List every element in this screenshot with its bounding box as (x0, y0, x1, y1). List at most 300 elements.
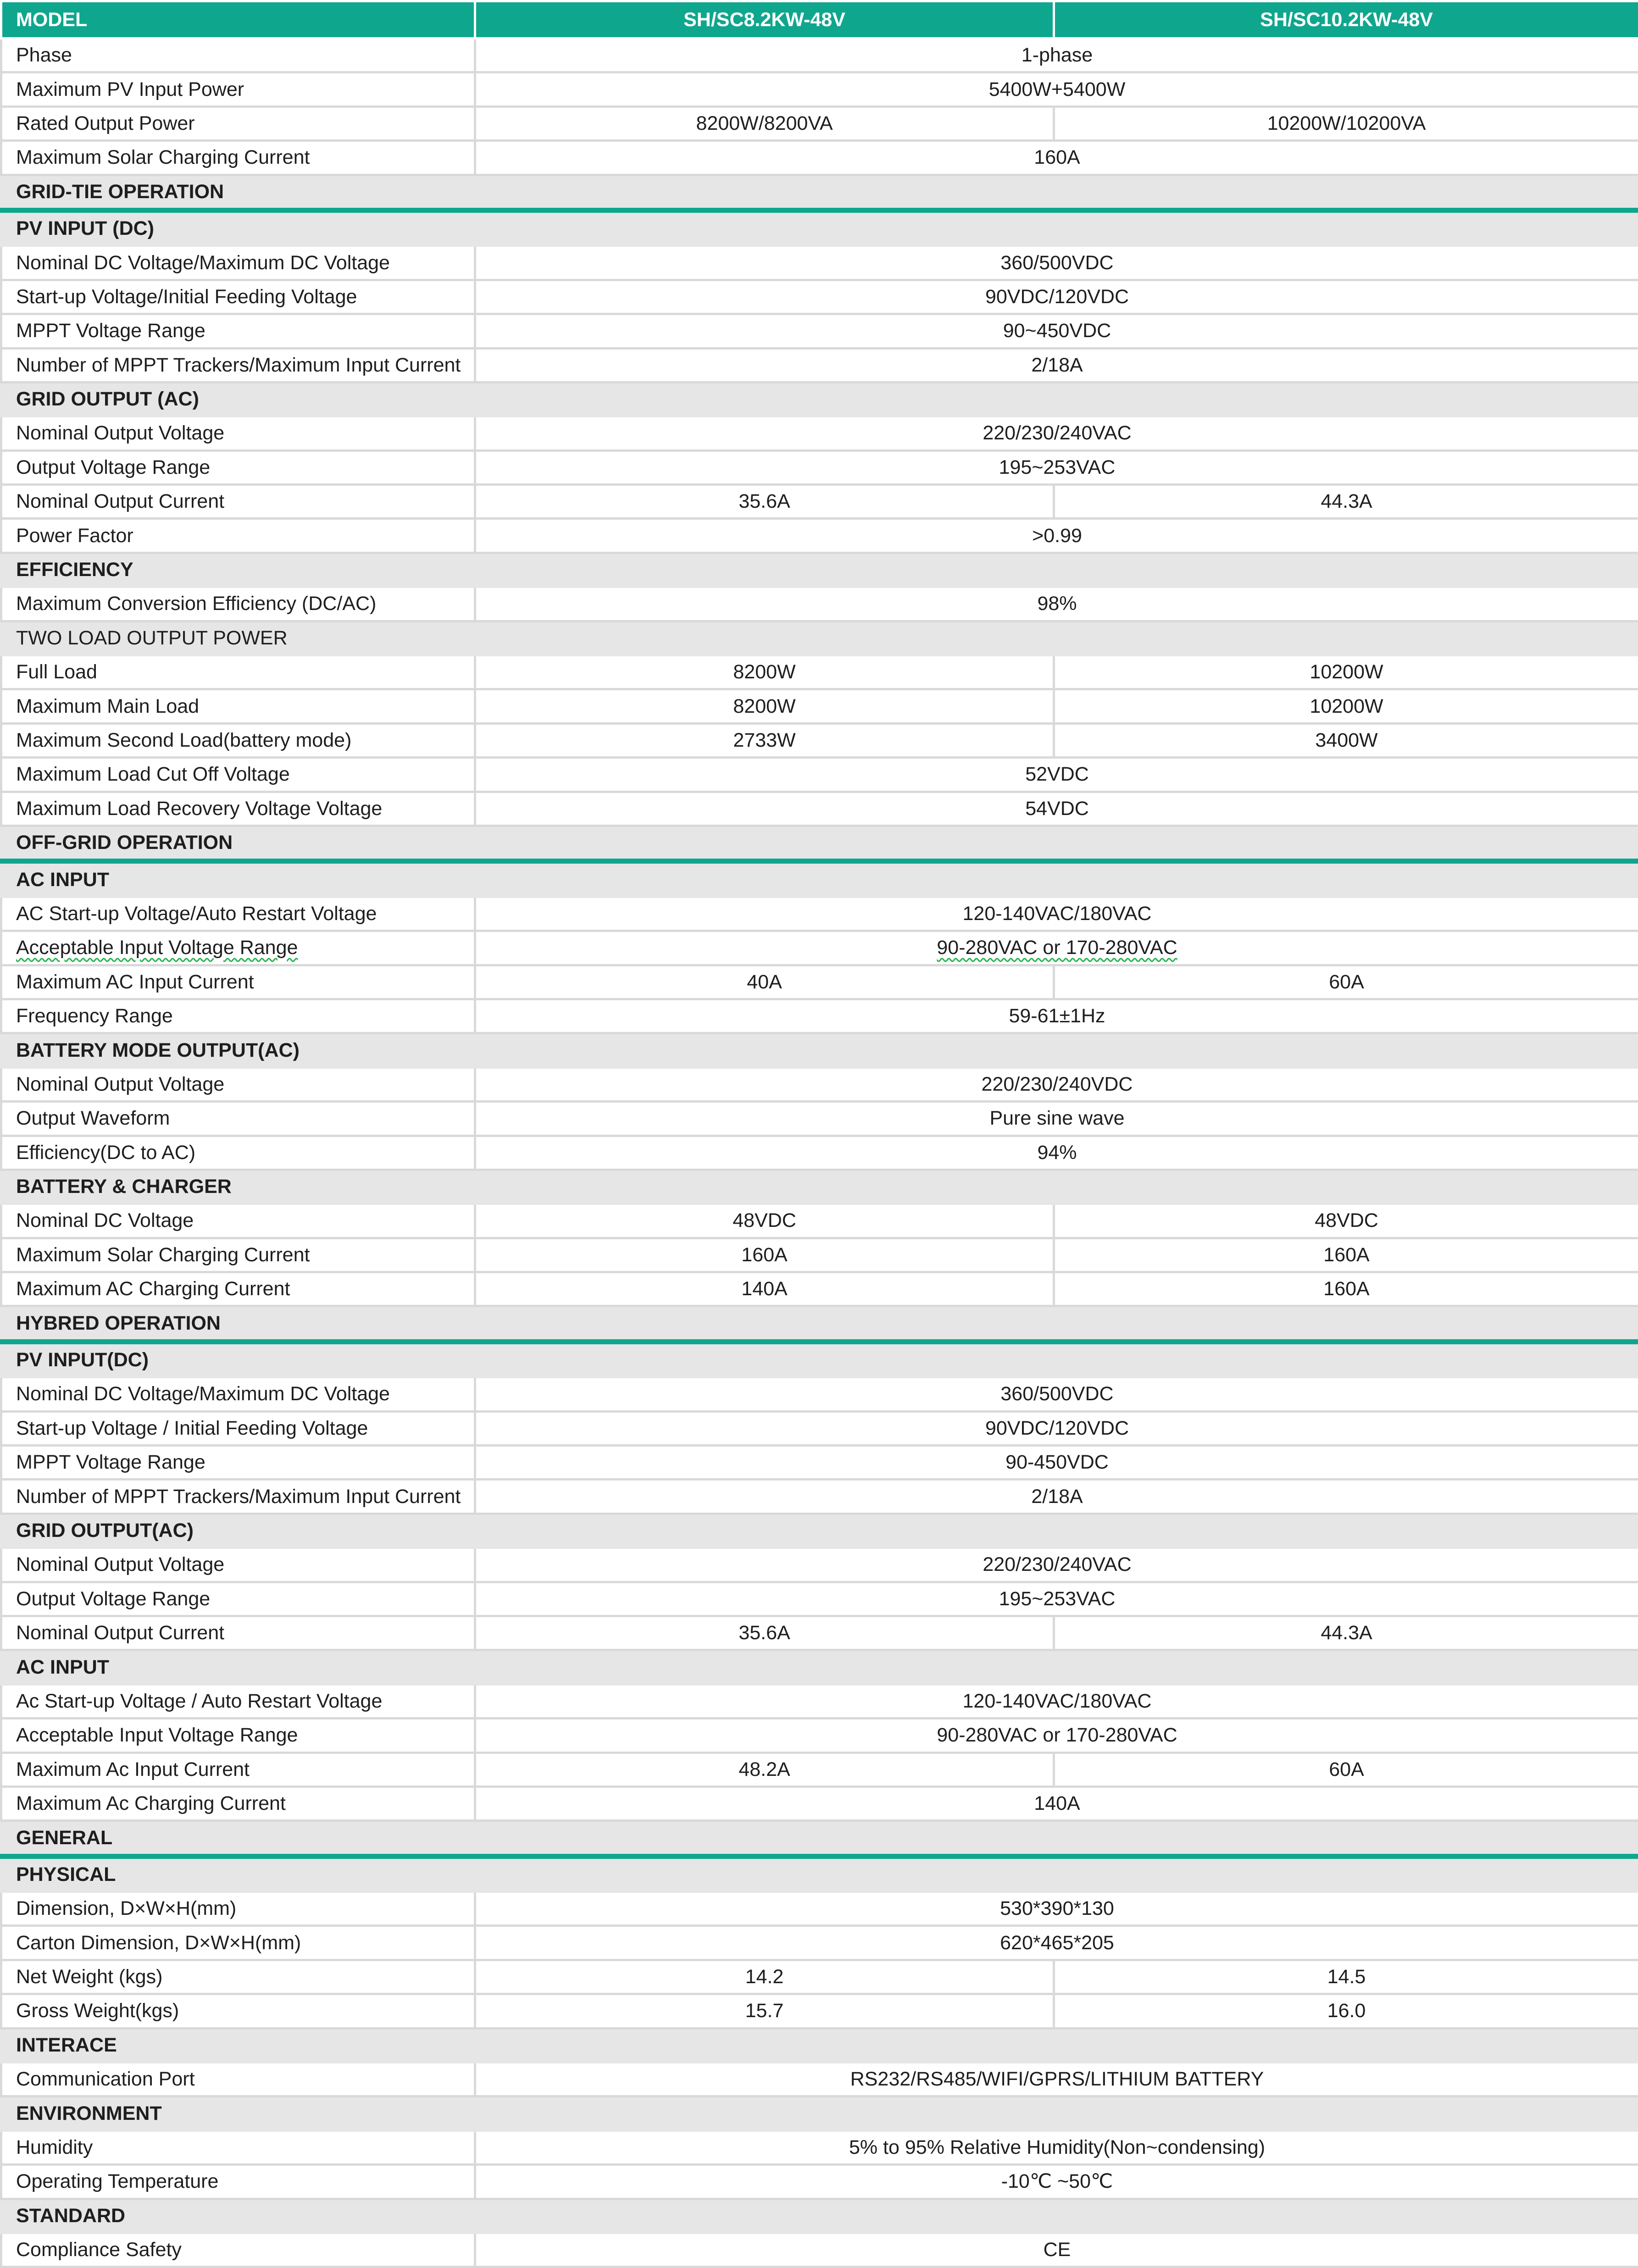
header-model-2: SH/SC10.2KW-48V (1054, 1, 1638, 39)
spec-label-text: Communication Port (16, 2068, 195, 2090)
spec-label (1, 1480, 475, 1514)
spec-row (1, 2233, 1638, 2267)
spec-value-text: 195~253VAC (999, 1588, 1116, 1610)
spec-label-text: Acceptable Input Voltage Range (16, 937, 298, 959)
spec-value-text: 48.2A (738, 1758, 790, 1780)
spec-row (1, 314, 1638, 348)
spec-value (475, 1582, 1638, 1616)
spec-value-text: 52VDC (1025, 763, 1089, 785)
spec-label-text: Output Voltage Range (16, 456, 210, 478)
spec-value (475, 1377, 1638, 1411)
spec-label-text: Nominal Output Voltage (16, 1073, 224, 1095)
spec-row (1, 1719, 1638, 1752)
spec-value-text: 15.7 (745, 2000, 784, 2022)
spec-value (475, 348, 1638, 382)
spec-row (1, 280, 1638, 314)
spec-value (475, 2063, 1638, 2096)
spec-value (475, 39, 1638, 72)
spec-value (475, 1238, 1054, 1272)
major-section-row (1, 175, 1638, 210)
spec-label (1, 1684, 475, 1718)
spec-label (1, 1786, 475, 1820)
spec-label-text: Maximum Main Load (16, 695, 199, 717)
section-title: AC INPUT (1, 1650, 1638, 1684)
section-title: AC INPUT (1, 861, 1638, 897)
spec-value-text: 5400W+5400W (989, 78, 1126, 100)
spec-label (1, 106, 475, 140)
spec-value (475, 1480, 1638, 1514)
spec-label-text: Gross Weight(kgs) (16, 2000, 179, 2022)
spec-label-text: Dimension, D×W×H(mm) (16, 1897, 236, 1919)
spec-label (1, 1892, 475, 1926)
spec-value-text: 220/230/240VDC (982, 1073, 1133, 1095)
spec-value-text: 2/18A (1031, 354, 1083, 376)
spec-value (475, 999, 1638, 1033)
spec-label (1, 416, 475, 450)
spec-value (475, 1067, 1638, 1101)
spec-row (1, 2063, 1638, 2096)
spec-value-text: 530*390*130 (1000, 1897, 1114, 1919)
spec-value-text: -10℃ ~50℃ (1001, 2170, 1113, 2192)
spec-value (475, 1446, 1638, 1480)
spec-value-text: >0.99 (1032, 525, 1082, 547)
spec-label (1, 280, 475, 314)
spec-value (475, 897, 1638, 931)
spec-label-text: Acceptable Input Voltage Range (16, 1724, 298, 1746)
spec-table-body (1, 1, 1638, 2267)
spec-value (475, 416, 1638, 450)
spec-value (475, 1272, 1054, 1306)
spec-value (475, 723, 1054, 757)
section-title: PV INPUT (DC) (1, 210, 1638, 245)
spec-value-text: Pure sine wave (990, 1107, 1125, 1129)
major-section-row (1, 826, 1638, 861)
spec-value-text: 140A (741, 1278, 787, 1300)
spec-row (1, 999, 1638, 1033)
section-row (1, 382, 1638, 416)
section-title: PHYSICAL (1, 1856, 1638, 1891)
spec-value-text: 3400W (1315, 729, 1377, 751)
spec-label (1, 314, 475, 348)
spec-row (1, 1752, 1638, 1786)
spec-label (1, 485, 475, 519)
spec-label-text: Maximum Ac Input Current (16, 1758, 250, 1780)
spec-value (475, 587, 1638, 621)
spec-label (1, 1582, 475, 1616)
spec-value (475, 655, 1054, 689)
spec-value-text: 120-140VAC/180VAC (963, 903, 1152, 925)
section-row (1, 861, 1638, 897)
header-model-1: SH/SC8.2KW-48V (475, 1, 1054, 39)
spec-value (475, 1548, 1638, 1582)
spec-value-text: 14.5 (1327, 1966, 1366, 1988)
spec-label-text: Output Waveform (16, 1107, 170, 1129)
spec-label-text: Output Voltage Range (16, 1588, 210, 1610)
spec-value-text: 2733W (733, 729, 795, 751)
spec-value-text: 14.2 (745, 1966, 784, 1988)
spec-value (475, 314, 1638, 348)
spec-value (475, 246, 1638, 280)
spec-label (1, 1994, 475, 2028)
spec-value-text: 220/230/240VAC (983, 422, 1131, 444)
major-section-row (1, 1306, 1638, 1342)
spec-value (475, 1994, 1054, 2028)
spec-row (1, 1926, 1638, 1960)
spec-value-text: 60A (1329, 1758, 1364, 1780)
spec-label (1, 519, 475, 553)
spec-value (475, 450, 1638, 484)
spec-label (1, 1204, 475, 1238)
section-row (1, 1856, 1638, 1891)
spec-row (1, 1102, 1638, 1136)
spec-value-text: 59-61±1Hz (1009, 1005, 1105, 1027)
spec-label (1, 1102, 475, 1136)
spec-value (475, 1926, 1638, 1960)
spec-row (1, 1892, 1638, 1926)
spec-value-text: 220/230/240VAC (983, 1553, 1131, 1575)
spec-row (1, 416, 1638, 450)
spec-value-text: 160A (1034, 146, 1080, 168)
spec-label-text: Rated Output Power (16, 112, 195, 134)
section-title: STANDARD (1, 2199, 1638, 2233)
spec-row (1, 72, 1638, 106)
spec-value (475, 280, 1638, 314)
spec-value-text: 90~450VDC (1003, 320, 1111, 342)
section-row (1, 2199, 1638, 2233)
spec-row (1, 450, 1638, 484)
spec-row (1, 1411, 1638, 1445)
spec-value-text: 10200W/10200VA (1267, 112, 1426, 134)
spec-label-text: MPPT Voltage Range (16, 1451, 205, 1473)
spec-row (1, 1480, 1638, 1514)
section-title: PV INPUT(DC) (1, 1342, 1638, 1377)
spec-label (1, 348, 475, 382)
spec-value (475, 1102, 1638, 1136)
spec-label-text: Maximum Load Recovery Voltage Voltage (16, 798, 382, 820)
spec-value (1054, 485, 1638, 519)
spec-value (1054, 1960, 1638, 1994)
spec-value (475, 2233, 1638, 2267)
spec-row (1, 39, 1638, 72)
spec-value (475, 758, 1638, 792)
spec-value (1054, 1204, 1638, 1238)
spec-value-text: 620*465*205 (1000, 1932, 1114, 1954)
spec-label (1, 1926, 475, 1960)
spec-label (1, 1272, 475, 1306)
spec-row (1, 1960, 1638, 1994)
spec-value (475, 519, 1638, 553)
spec-value-text: 120-140VAC/180VAC (963, 1690, 1152, 1712)
spec-value-text: 90-280VAC or 170-280VAC (937, 937, 1177, 959)
spec-value (475, 1719, 1638, 1752)
spec-label (1, 2165, 475, 2199)
spec-row (1, 965, 1638, 999)
spec-label-text: Full Load (16, 661, 97, 683)
spec-label (1, 1136, 475, 1170)
spec-value-text: 35.6A (738, 1622, 790, 1644)
spec-label (1, 1446, 475, 1480)
spec-value (1054, 1752, 1638, 1786)
section-row (1, 1650, 1638, 1684)
spec-label (1, 1616, 475, 1650)
spec-label-text: MPPT Voltage Range (16, 320, 205, 342)
section-title: EFFICIENCY (1, 553, 1638, 587)
spec-value-text: 160A (741, 1244, 787, 1266)
major-section-row (1, 1821, 1638, 1856)
spec-value-text: 35.6A (738, 490, 790, 512)
spec-value (1054, 1616, 1638, 1650)
spec-label-text: Power Factor (16, 525, 133, 547)
spec-row (1, 1994, 1638, 2028)
spec-value-text: 10200W (1310, 695, 1383, 717)
section-row (1, 1033, 1638, 1067)
spec-row (1, 758, 1638, 792)
spec-value-text: 60A (1329, 971, 1364, 993)
spec-value (475, 1786, 1638, 1820)
spec-value-text: 48VDC (733, 1209, 796, 1231)
spec-value (475, 1616, 1054, 1650)
spec-row (1, 141, 1638, 175)
spec-label (1, 758, 475, 792)
spec-value (475, 485, 1054, 519)
spec-value-text: CE (1044, 2239, 1071, 2261)
spec-label (1, 2063, 475, 2096)
spec-value-text: 1-phase (1022, 44, 1093, 66)
header-model-label: MODEL (1, 1, 475, 39)
spec-value-text: 98% (1037, 593, 1077, 615)
spec-value-text: 10200W (1310, 661, 1383, 683)
section-title: GRID-TIE OPERATION (1, 175, 1638, 210)
spec-value (1054, 1238, 1638, 1272)
spec-label (1, 587, 475, 621)
spec-value-text: RS232/RS485/WIFI/GPRS/LITHIUM BATTERY (850, 2068, 1264, 2090)
spec-value (475, 106, 1054, 140)
section-title: GRID OUTPUT (AC) (1, 382, 1638, 416)
spec-value-text: 8200W (733, 661, 795, 683)
spec-label-text: Start-up Voltage/Initial Feeding Voltage (16, 286, 357, 308)
spec-value (1054, 106, 1638, 140)
spec-row (1, 931, 1638, 965)
spec-label (1, 897, 475, 931)
spec-label-text: Maximum Load Cut Off Voltage (16, 763, 290, 785)
section-title: INTERACE (1, 2028, 1638, 2062)
spec-label-text: Maximum PV Input Power (16, 78, 244, 100)
spec-label-text: Maximum Solar Charging Current (16, 146, 310, 168)
section-row (1, 1342, 1638, 1377)
spec-label-text: Maximum AC Input Current (16, 971, 254, 993)
spec-row (1, 723, 1638, 757)
spec-row (1, 1684, 1638, 1718)
spec-label-text: Nominal DC Voltage (16, 1209, 194, 1231)
spec-label (1, 246, 475, 280)
spec-value-text: 8200W (733, 695, 795, 717)
spec-value-text: 16.0 (1327, 2000, 1366, 2022)
spec-label-text: Nominal Output Current (16, 1622, 224, 1644)
spec-value-text: 94% (1037, 1142, 1077, 1164)
spec-label-text: Maximum Ac Charging Current (16, 1792, 286, 1814)
spec-row (1, 1446, 1638, 1480)
header-row (1, 1, 1638, 39)
spec-value (475, 2130, 1638, 2164)
section-title: GRID OUTPUT(AC) (1, 1514, 1638, 1547)
spec-value (475, 1960, 1054, 1994)
section-title: HYBRED OPERATION (1, 1306, 1638, 1342)
spec-label-text: Nominal Output Voltage (16, 422, 224, 444)
spec-value (1054, 1272, 1638, 1306)
spec-value (475, 1204, 1054, 1238)
spec-row (1, 792, 1638, 826)
spec-label-text: Number of MPPT Trackers/Maximum Input Current (16, 354, 461, 376)
spec-label (1, 723, 475, 757)
spec-row (1, 1786, 1638, 1820)
spec-row (1, 246, 1638, 280)
section-row (1, 1514, 1638, 1547)
spec-row (1, 1582, 1638, 1616)
spec-row (1, 1616, 1638, 1650)
spec-value (475, 965, 1054, 999)
spec-label-text: Start-up Voltage / Initial Feeding Voltage (16, 1417, 368, 1439)
spec-label-text: Number of MPPT Trackers/Maximum Input Current (16, 1486, 461, 1508)
spec-label-text: Operating Temperature (16, 2170, 218, 2192)
spec-label-text: Nominal Output Current (16, 490, 224, 512)
spec-label (1, 1548, 475, 1582)
spec-label (1, 792, 475, 826)
spec-value (1054, 723, 1638, 757)
spec-row (1, 1136, 1638, 1170)
spec-label-text: Carton Dimension, D×W×H(mm) (16, 1932, 301, 1954)
spec-value (475, 792, 1638, 826)
spec-value-text: 160A (1323, 1244, 1369, 1266)
spec-label (1, 141, 475, 175)
spec-value-text: 195~253VAC (999, 456, 1116, 478)
spec-label (1, 655, 475, 689)
spec-value-text: 8200W/8200VA (696, 112, 833, 134)
spec-row (1, 1238, 1638, 1272)
spec-value-text: 90VDC/120VDC (985, 1417, 1129, 1439)
spec-value-text: 48VDC (1315, 1209, 1378, 1231)
spec-row (1, 655, 1638, 689)
spec-label-text: Net Weight (kgs) (16, 1966, 162, 1988)
section-title: TWO LOAD OUTPUT POWER (1, 621, 1638, 655)
spec-label-text: Ac Start-up Voltage / Auto Restart Voltage (16, 1690, 382, 1712)
spec-row (1, 348, 1638, 382)
spec-value (475, 1752, 1054, 1786)
spec-value (475, 141, 1638, 175)
spec-value (475, 1411, 1638, 1445)
spec-label-text: Nominal DC Voltage/Maximum DC Voltage (16, 1383, 390, 1405)
spec-row (1, 689, 1638, 723)
spec-row (1, 485, 1638, 519)
spec-row (1, 587, 1638, 621)
spec-value-text: 360/500VDC (1000, 252, 1113, 274)
spec-label-text: Maximum Conversion Efficiency (DC/AC) (16, 593, 376, 615)
spec-value-text: 54VDC (1025, 798, 1089, 820)
spec-label (1, 39, 475, 72)
spec-label (1, 1719, 475, 1752)
spec-label-text: Maximum AC Charging Current (16, 1278, 290, 1300)
spec-value-text: 2/18A (1031, 1486, 1083, 1508)
section-row (1, 1170, 1638, 1203)
spec-value (475, 689, 1054, 723)
spec-label (1, 2130, 475, 2164)
section-row (1, 2096, 1638, 2130)
spec-label-text: Frequency Range (16, 1005, 173, 1027)
section-title: OFF-GRID OPERATION (1, 826, 1638, 861)
spec-label-text: Compliance Safety (16, 2239, 182, 2261)
spec-label (1, 72, 475, 106)
spec-label (1, 965, 475, 999)
section-row (1, 210, 1638, 245)
section-row (1, 621, 1638, 655)
spec-label (1, 999, 475, 1033)
spec-label (1, 1752, 475, 1786)
spec-row (1, 2165, 1638, 2199)
spec-value (1054, 689, 1638, 723)
spec-value-text: 90-450VDC (1005, 1451, 1109, 1473)
spec-value (475, 72, 1638, 106)
spec-value-text: 90VDC/120VDC (985, 286, 1129, 308)
spec-value (475, 1892, 1638, 1926)
spec-value (1054, 965, 1638, 999)
spec-label-text: Efficiency(DC to AC) (16, 1142, 195, 1164)
spec-label-text: AC Start-up Voltage/Auto Restart Voltage (16, 903, 377, 925)
spec-row (1, 1204, 1638, 1238)
spec-label-text: Maximum Solar Charging Current (16, 1244, 310, 1266)
spec-value (1054, 1994, 1638, 2028)
section-title: BATTERY MODE OUTPUT(AC) (1, 1033, 1638, 1067)
spec-label (1, 1067, 475, 1101)
spec-label (1, 689, 475, 723)
spec-row (1, 897, 1638, 931)
spec-row (1, 1067, 1638, 1101)
spec-row (1, 1272, 1638, 1306)
spec-label (1, 2233, 475, 2267)
spec-value (475, 1684, 1638, 1718)
section-title: GENERAL (1, 1821, 1638, 1856)
spec-row (1, 1377, 1638, 1411)
spec-value-text: 360/500VDC (1000, 1383, 1113, 1405)
section-title: BATTERY & CHARGER (1, 1170, 1638, 1203)
spec-label (1, 1411, 475, 1445)
spec-value-text: 5% to 95% Relative Humidity(Non~condensing) (849, 2136, 1265, 2158)
spec-label (1, 1377, 475, 1411)
section-title: ENVIRONMENT (1, 2096, 1638, 2130)
spec-label (1, 1960, 475, 1994)
section-row (1, 553, 1638, 587)
spec-label-text: Maximum Second Load(battery mode) (16, 729, 351, 751)
spec-row (1, 519, 1638, 553)
spec-label (1, 1238, 475, 1272)
spec-value (475, 931, 1638, 965)
spec-value-text: 160A (1323, 1278, 1369, 1300)
spec-value-text: 140A (1034, 1792, 1080, 1814)
spec-value (1054, 655, 1638, 689)
spec-row (1, 2130, 1638, 2164)
spec-label (1, 931, 475, 965)
spec-label-text: Humidity (16, 2136, 93, 2158)
spec-value (475, 2165, 1638, 2199)
spec-value-text: 40A (747, 971, 782, 993)
spec-label-text: Phase (16, 44, 72, 66)
spec-label-text: Nominal Output Voltage (16, 1553, 224, 1575)
spec-value (475, 1136, 1638, 1170)
spec-label (1, 450, 475, 484)
spec-value-text: 90-280VAC or 170-280VAC (937, 1724, 1177, 1746)
section-row (1, 2028, 1638, 2062)
spec-value-text: 44.3A (1321, 1622, 1372, 1644)
spec-label-text: Nominal DC Voltage/Maximum DC Voltage (16, 252, 390, 274)
spec-value-text: 44.3A (1321, 490, 1372, 512)
